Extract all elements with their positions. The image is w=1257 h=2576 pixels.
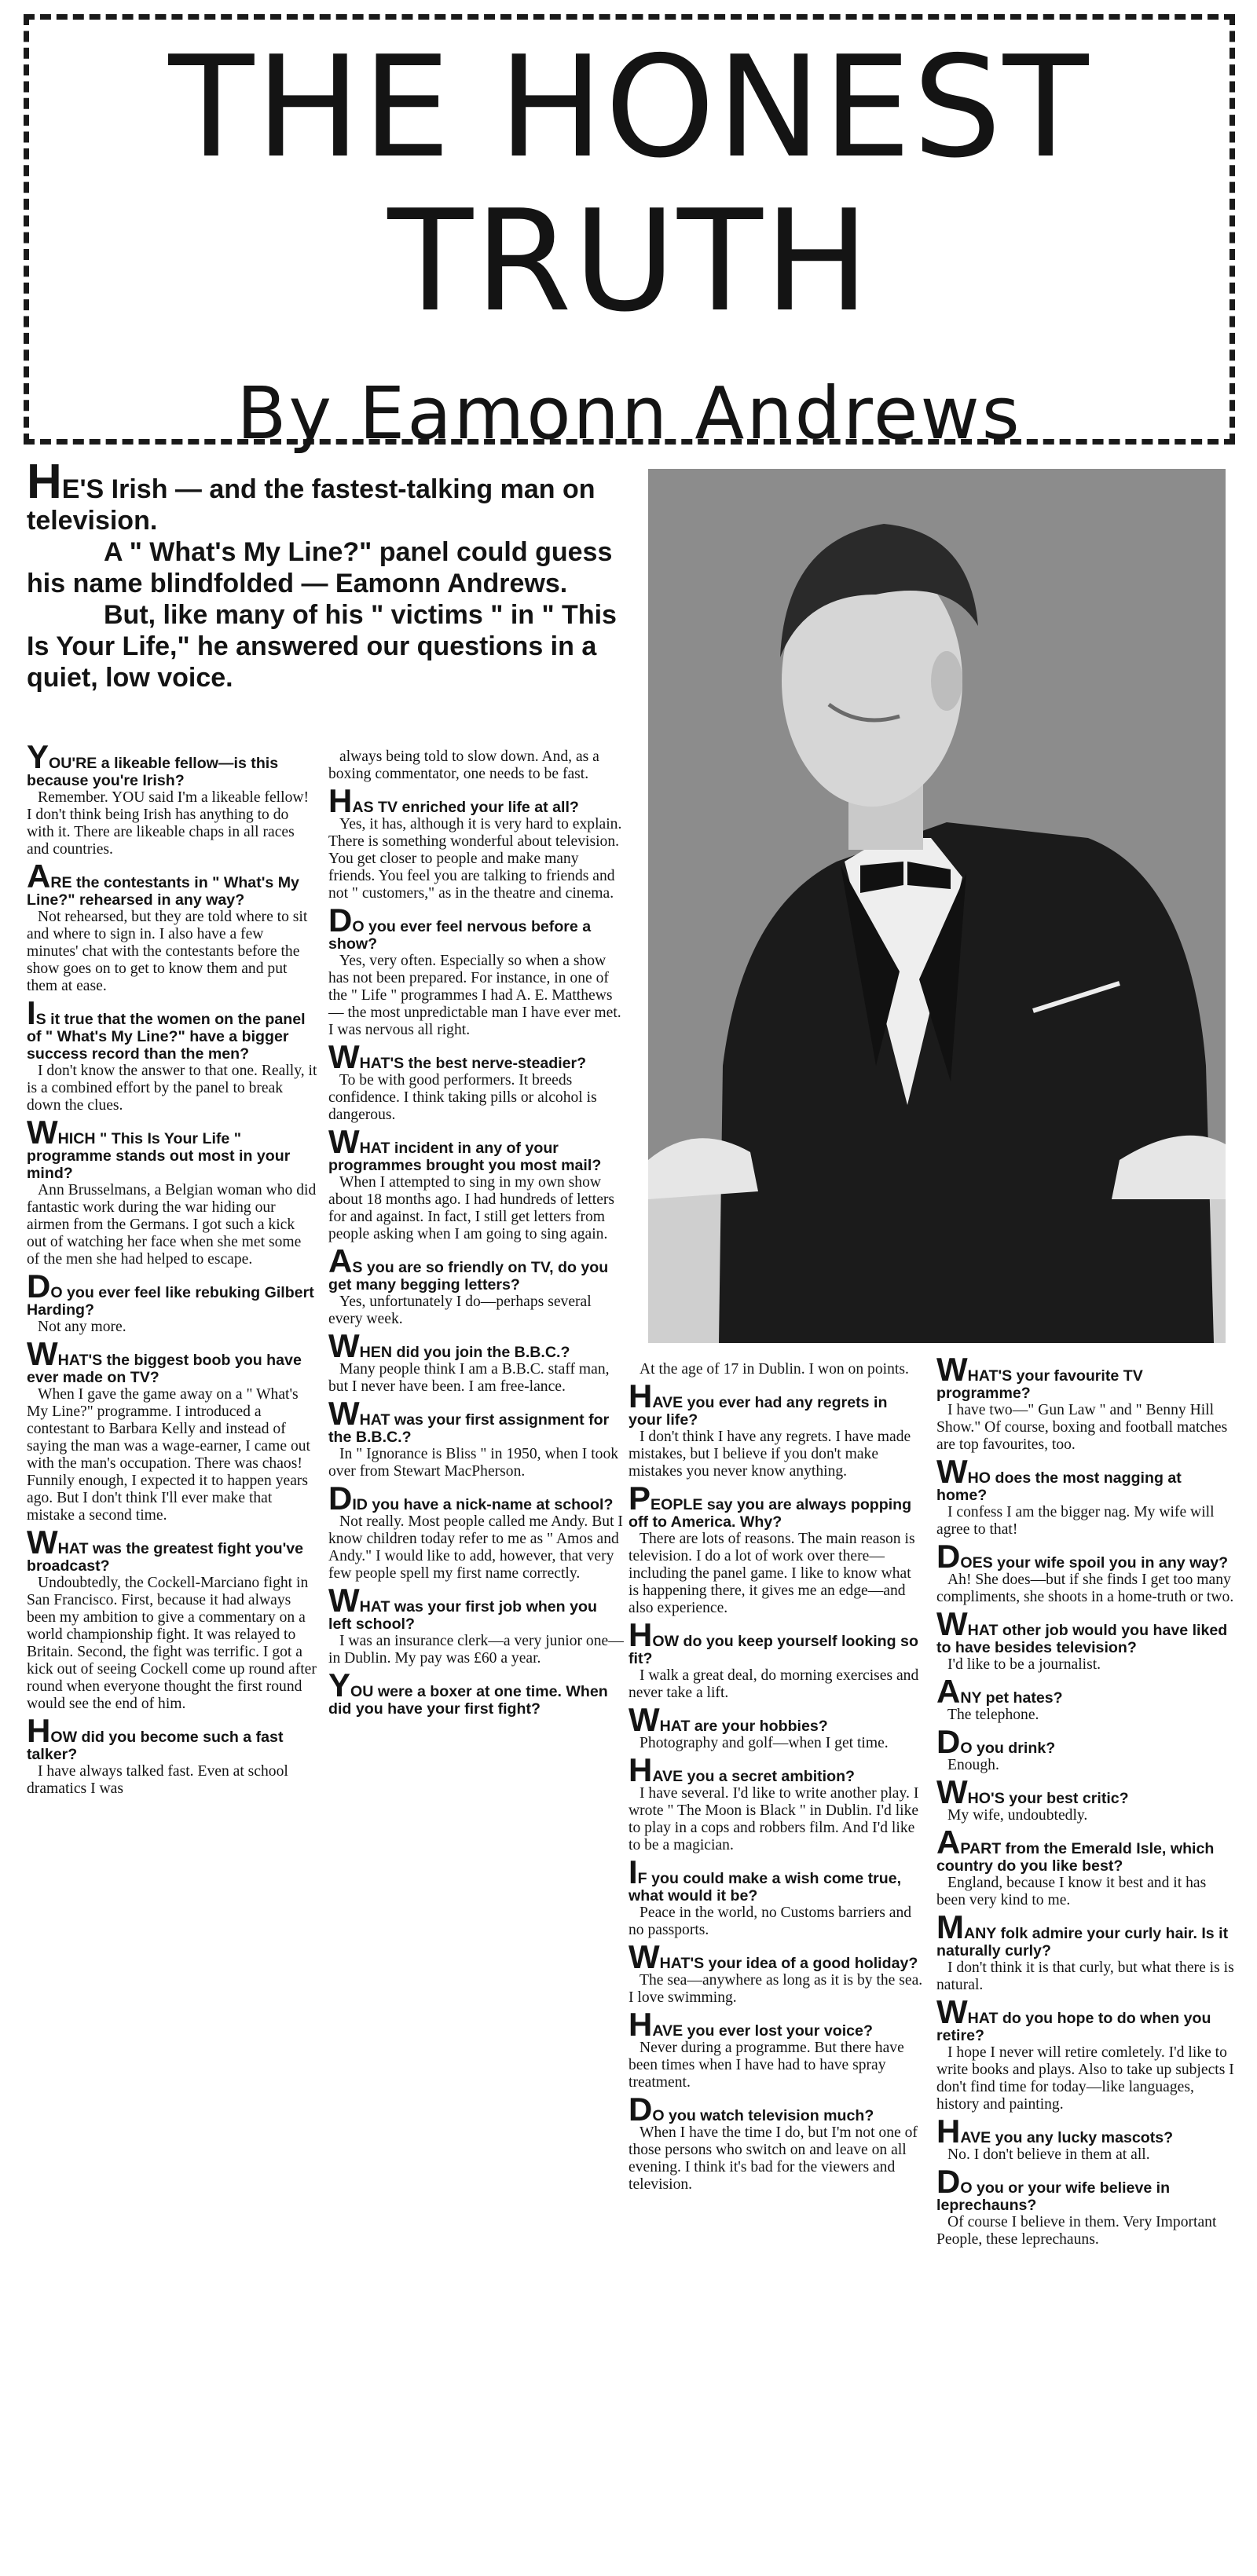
article-column: [27, 738, 317, 1807]
intro-block: [27, 455, 632, 693]
qa-item: [328, 1582, 624, 1667]
question: DO you or your wife believe in leprechauns?: [936, 2163, 1171, 2214]
question: WHO does the most nagging at home?: [936, 1453, 1182, 1504]
answer: Peace in the world, no Customs barriers and no passports.: [628, 1905, 912, 1938]
qa-item: [628, 1361, 924, 1378]
qa-item: [328, 1123, 624, 1243]
qa-item: [936, 1908, 1235, 1994]
answer: At the age of 17 in Dublin. I won on points.: [639, 1361, 909, 1378]
qa-item: [936, 1538, 1235, 1606]
article-column: [936, 1351, 1235, 2258]
qa-item: [27, 1268, 317, 1336]
intro-paragraph: A " What's My Line?" panel could guess his name blindfolded — Eamonn Andrews.: [27, 537, 613, 598]
question: WHAT'S your favourite TV programme?: [936, 1351, 1143, 1402]
qa-item: [628, 1938, 924, 2007]
qa-item: [628, 1480, 924, 1617]
headline-line: THE HONEST: [168, 26, 1090, 188]
answer: Yes, very often. Especially so when a show has not been prepared. For instance, in one of the " Life " programmes I had A. E. Matthews — the most unpredictable man I have ever met. I was nervous all right.: [328, 953, 621, 1038]
qa-item: [328, 902, 624, 1039]
answer: I confess I am the bigger nag. My wife will agree to that!: [936, 1504, 1215, 1538]
answer: England, because I know it best and it has been very kind to me.: [936, 1875, 1207, 1908]
answer: I was an insurance clerk—a very junior one—in Dublin. My pay was £60 a year.: [328, 1633, 624, 1667]
question: WHO'S your best critic?: [936, 1773, 1129, 1810]
question: IF you could make a wish come true, what would it be?: [628, 1853, 902, 1905]
qa-item: [936, 1993, 1235, 2113]
answer: No. I don't believe in them at all.: [947, 2146, 1150, 2163]
answer: Yes, unfortunately I do—perhaps several every week.: [328, 1293, 592, 1327]
question: DO you ever feel nervous before a show?: [328, 902, 592, 953]
qa-item: [936, 1723, 1235, 1774]
question: WHAT incident in any of your programmes brought you most mail?: [328, 1123, 602, 1174]
qa-item: [27, 994, 317, 1114]
question: HAVE you ever lost your voice?: [628, 2006, 873, 2043]
portrait-illustration: [648, 469, 1226, 1343]
answer: Remember. YOU said I'm a likeable fellow! I don't think being Irish has anything to do with it. There are likeable chaps in all races and countries.: [27, 789, 310, 858]
qa-item: [27, 858, 317, 995]
qa-item: [936, 1673, 1235, 1724]
answer: Not really. Most people called me Andy. But I know children today refer to me as " Amos and Andy." I would like to add, however, that very few people spell my first name correctly.: [328, 1513, 623, 1582]
qa-item: [628, 2091, 924, 2194]
question: WHAT was your first assignment for the B.B.C.?: [328, 1395, 610, 1446]
answer: I don't think it is that curly, but what there is is natural.: [936, 1959, 1234, 1993]
answer: Many people think I am a B.B.C. staff man, but I never have been. I am free-lance.: [328, 1361, 610, 1395]
qa-item: [27, 738, 317, 858]
qa-item: [936, 1773, 1235, 1824]
qa-item: [936, 1605, 1235, 1674]
answer: Ann Brusselmans, a Belgian woman who did fantastic work during the war hiding our airmen from the Germans. I got such a kick out of watching her face when she met some of the men she had helped to escape.: [27, 1182, 317, 1268]
intro-drop-cap: H: [27, 455, 62, 509]
intro-text: E'S Irish — and the fastest-talking man on television.: [27, 474, 596, 536]
qa-item: [628, 2006, 924, 2091]
answer: Enough.: [947, 1757, 999, 1773]
qa-item: [328, 1667, 624, 1718]
answer: Undoubtedly, the Cockell-Marciano fight in San Francisco. First, because it had always been my ambition to give a commentary on a world championship fight. It was relayed to Britain. Second, the fight was terrific. I got a kick out of seeing Cockell come up round after round when everyone thought the first round would see the end of him.: [27, 1575, 317, 1712]
question: YOU'RE a likeable fellow—is this because you're Irish?: [27, 738, 279, 789]
qa-item: [27, 1335, 317, 1524]
question: IS it true that the women on the panel of " What's My Line?" have a bigger success record than the men?: [27, 994, 306, 1063]
headline: [29, 26, 1230, 342]
question: APART from the Emerald Isle, which country do you like best?: [936, 1824, 1215, 1875]
title-box: [24, 14, 1235, 456]
answer: I have several. I'd like to write another play. I wrote " The Moon is Black " in Dublin. I'd like to play in a cops and robbers film. And I'd like to be a magician.: [628, 1785, 919, 1853]
answer: I have always talked fast. Even at school dramatics I was: [27, 1763, 288, 1797]
question: DO you ever feel like rebuking Gilbert Harding?: [27, 1268, 314, 1319]
answer: When I gave the game away on a " What's My Line?" programme. I introduced a contestant to Barbara Kelly and instead of saying the man was a wage-earner, I came out with the man's occupation. There was chaos! Funnily enough, I expected it to happen years ago. But I don't think I'll ever make that mistake a second time.: [27, 1386, 310, 1524]
qa-item: [328, 1480, 624, 1583]
headline-line: TRUTH: [387, 180, 871, 342]
question: HAVE you ever had any regrets in your life?: [628, 1378, 888, 1429]
qa-item: [27, 1524, 317, 1713]
question: HOW did you become such a fast talker?: [27, 1712, 284, 1763]
answer: The sea—anywhere as long as it is by the sea. I love swimming.: [628, 1972, 923, 2006]
question: MANY folk admire your curly hair. Is it naturally curly?: [936, 1908, 1229, 1959]
question: PEOPLE say you are always popping off to America. Why?: [628, 1480, 912, 1531]
question: ARE the contestants in " What's My Line?" rehearsed in any way?: [27, 858, 299, 909]
question: ANY pet hates?: [936, 1673, 1063, 1710]
qa-item: [328, 748, 624, 783]
answer: Not any more.: [38, 1319, 126, 1335]
answer: always being told to slow down. And, as a boxing commentator, one needs to be fast.: [328, 748, 599, 782]
question: WHAT'S your idea of a good holiday?: [628, 1938, 918, 1975]
qa-item: [936, 1824, 1235, 1909]
answer: I have two—" Gun Law " and " Benny Hill Show." Of course, boxing and football matches are top favourites, too.: [936, 1402, 1228, 1453]
qa-item: [328, 1242, 624, 1328]
question: HOW do you keep yourself looking so fit?: [628, 1616, 918, 1667]
qa-item: [628, 1751, 924, 1854]
article-column: [628, 1361, 924, 2203]
answer: I hope I never will retire comletely. I'd like to write books and plays. Also to take up subjects I don't find time for today—like languages, history and painting.: [936, 2044, 1234, 2113]
question: WHAT other job would you have liked to have besides television?: [936, 1605, 1228, 1656]
qa-item: [628, 1853, 924, 1939]
qa-item: [27, 1712, 317, 1798]
answer: Never during a programme. But there have been times when I have had to have spray treatment.: [628, 2040, 904, 2091]
answer: When I attempted to sing in my own show about 18 months ago. I had hundreds of letters for and against. In fact, I still get letters from people asking when I am going to sing again.: [328, 1174, 615, 1242]
answer: The telephone.: [947, 1707, 1039, 1723]
byline: By Eamonn Andrews: [236, 371, 1022, 456]
qa-item: [936, 1351, 1235, 1454]
qa-item: [328, 782, 624, 902]
qa-item: [628, 1701, 924, 1752]
qa-item: [328, 1327, 624, 1396]
answer: There are lots of reasons. The main reason is television. I do a lot of work over there—including the panel game. I like to know what is happening there, it gives me an edge—and also experience.: [628, 1531, 915, 1616]
portrait-photo: [648, 469, 1226, 1343]
question: WHAT are your hobbies?: [628, 1701, 828, 1738]
qa-item: [628, 1378, 924, 1480]
qa-item: [27, 1114, 317, 1268]
answer: I don't know the answer to that one. Really, it is a combined effort by the panel to break down the clues.: [27, 1063, 317, 1114]
question: HAS TV enriched your life at all?: [328, 782, 579, 819]
intro-paragraph: [27, 455, 632, 536]
qa-item: [936, 2113, 1235, 2164]
question: WHAT was the greatest fight you've broadcast?: [27, 1524, 304, 1575]
intro-paragraph: But, like many of his " victims " in " This Is Your Life," he answered our questions in a quiet, low voice.: [27, 600, 617, 693]
answer: Photography and golf—when I get time.: [639, 1735, 889, 1751]
answer: In " Ignorance is Bliss " in 1950, when I took over from Stewart MacPherson.: [328, 1446, 619, 1480]
qa-item: [936, 2163, 1235, 2249]
question: DO you drink?: [936, 1723, 1056, 1760]
qa-item: [328, 1038, 624, 1124]
question: WHAT was your first job when you left school?: [328, 1582, 597, 1633]
answer: I walk a great deal, do morning exercises and never take a lift.: [628, 1667, 919, 1701]
question: DO you watch television much?: [628, 2091, 874, 2128]
question: HAVE you a secret ambition?: [628, 1751, 856, 1788]
question: HAVE you any lucky mascots?: [936, 2113, 1174, 2150]
question: WHICH " This Is Your Life " programme stands out most in your mind?: [27, 1114, 291, 1182]
answer: My wife, undoubtedly.: [947, 1807, 1088, 1824]
qa-item: [628, 1616, 924, 1702]
answer: Yes, it has, although it is very hard to explain. There is something wonderful about television. You get closer to people and make many friends. You feel you are talking to friends and not " customers," as in the theatre and cinema.: [328, 816, 622, 902]
answer: I don't think I have any regrets. I have made mistakes, but I believe if you don't make mistakes you never know anything.: [628, 1429, 911, 1480]
answer: When I have the time I do, but I'm not one of those persons who switch on and leave on all evening. I think it's bad for the viewers and television.: [628, 2124, 918, 2193]
answer: Of course I believe in them. Very Important People, these leprechauns.: [936, 2214, 1217, 2248]
question: WHAT'S the best nerve-steadier?: [328, 1038, 587, 1075]
qa-item: [328, 1395, 624, 1480]
answer: I'd like to be a journalist.: [947, 1656, 1101, 1673]
answer: To be with good performers. It breeds confidence. I think taking pills or alcohol is dangerous.: [328, 1072, 597, 1123]
question: WHAT'S the biggest boob you have ever made on TV?: [27, 1335, 302, 1386]
question: AS you are so friendly on TV, do you get many begging letters?: [328, 1242, 609, 1293]
answer: Ah! She does—but if she finds I get too many compliments, she shoots in a home-truth or two.: [936, 1572, 1234, 1605]
question: DID you have a nick-name at school?: [328, 1480, 614, 1517]
qa-item: [936, 1453, 1235, 1539]
question: WHEN did you join the B.B.C.?: [328, 1327, 570, 1364]
question: DOES your wife spoil you in any way?: [936, 1538, 1229, 1575]
answer: Not rehearsed, but they are told where to sit and where to sign in. I also have a few minutes' chat with the contestants before the show goes on to get to know them and put them at ease.: [27, 909, 308, 994]
question: YOU were a boxer at one time. When did you have your first fight?: [328, 1667, 608, 1718]
question: WHAT do you hope to do when you retire?: [936, 1993, 1211, 2044]
article-column: [328, 748, 624, 1727]
